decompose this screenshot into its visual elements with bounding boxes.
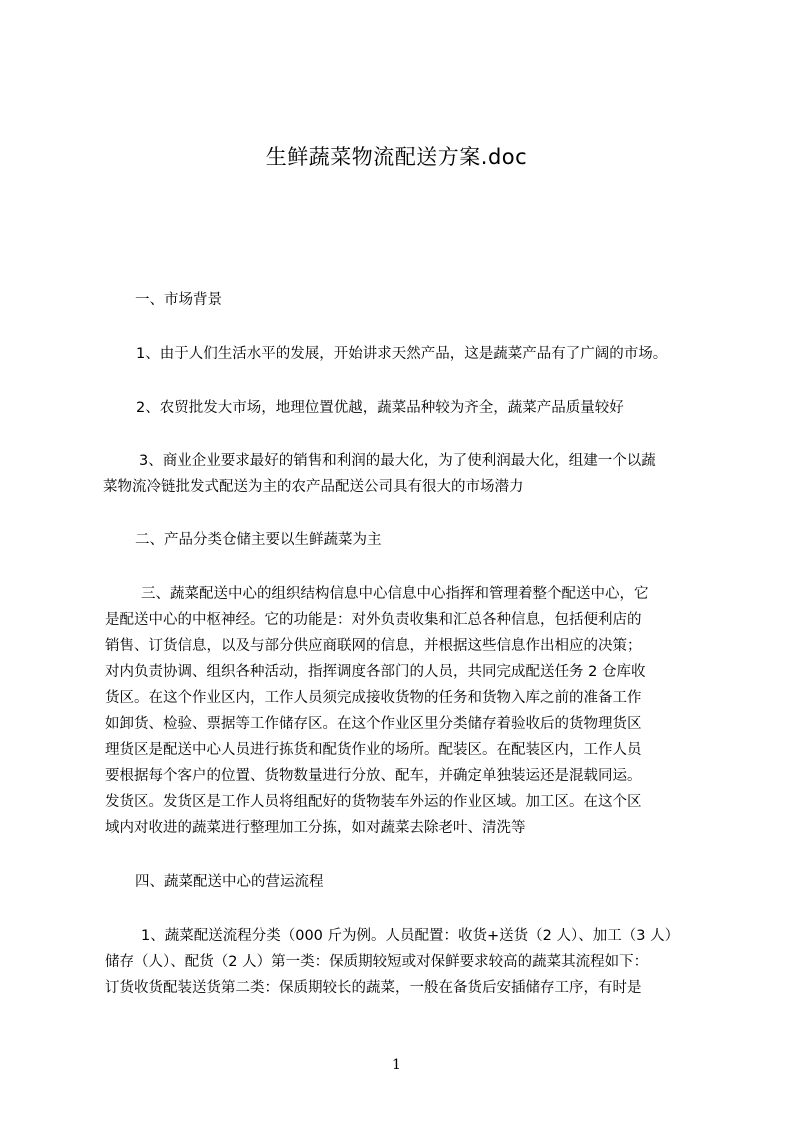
paragraph-market-3-line-1: 3、商业企业要求最好的销售和利润的最大化，为了使利润最大化，组建一个以蔬 <box>139 453 656 469</box>
paragraph-market-1: 1、由于人们生活水平的发展，开始讲求天然产品，这是蔬菜产品有了广阔的市场。 <box>136 346 668 362</box>
document-title: 生鲜蔬菜物流配送方案.doc <box>265 145 528 169</box>
paragraph-market-2: 2、农贸批发大市场，地理位置优越，蔬菜品种较为齐全，蔬菜产品质量较好 <box>136 400 624 416</box>
paragraph-org-line-2: 是配送中心的中枢神经。它的功能是：对外负责收集和汇总各种信息，包括便利店的 <box>105 612 642 628</box>
section-heading-operation-flow: 四、蔬菜配送中心的营运流程 <box>135 874 324 890</box>
paragraph-org-line-1: 三、蔬菜配送中心的组织结构信息中心信息中心指挥和管理着整个配送中心，它 <box>141 586 649 602</box>
paragraph-flow-line-2: 储存（人）、配货（2 人）第一类：保质期较短或对保鲜要求较高的蔬菜其流程如下： <box>105 954 649 970</box>
section-heading-product-storage: 二、产品分类仓储主要以生鲜蔬菜为主 <box>135 532 382 548</box>
paragraph-market-3-line-2: 菜物流冷链批发式配送为主的农产品配送公司具有很大的市场潜力 <box>103 479 524 495</box>
paragraph-org-line-4: 对内负责协调、组织各种活动，指挥调度各部门的人员，共同完成配送任务 2 仓库收 <box>105 664 646 680</box>
paragraph-org-line-8: 要根据每个客户的位置、货物数量进行分放、配车，并确定单独装运还是混载同运。 <box>105 768 642 784</box>
paragraph-flow-line-3: 订货收货配装送货第二类：保质期较长的蔬菜，一般在备货后安插储存工序，有时是 <box>105 980 642 996</box>
paragraph-org-line-6: 如卸货、检验、票据等工作储存区。在这个作业区里分类储存着验收后的货物理货区 <box>105 716 642 732</box>
page-number: 1 <box>392 1057 401 1073</box>
paragraph-org-line-9: 发货区。发货区是工作人员将组配好的货物装车外运的作业区域。加工区。在这个区 <box>105 794 642 810</box>
section-heading-market-background: 一、市场背景 <box>135 292 222 308</box>
paragraph-flow-line-1: 1、蔬菜配送流程分类（000 斤为例。人员配置：收货+送货（2 人）、加工（3 人） <box>141 928 680 944</box>
paragraph-org-line-10: 域内对收进的蔬菜进行整理加工分拣，如对蔬菜去除老叶、清洗等 <box>105 820 526 836</box>
paragraph-org-line-5: 货区。在这个作业区内，工作人员须完成接收货物的任务和货物入库之前的准备工作 <box>105 690 642 706</box>
paragraph-org-line-7: 理货区是配送中心人员进行拣货和配货作业的场所。配装区。在配装区内，工作人员 <box>105 742 642 758</box>
paragraph-org-line-3: 销售、订货信息，以及与部分供应商联网的信息，并根据这些信息作出相应的决策； <box>105 638 642 654</box>
